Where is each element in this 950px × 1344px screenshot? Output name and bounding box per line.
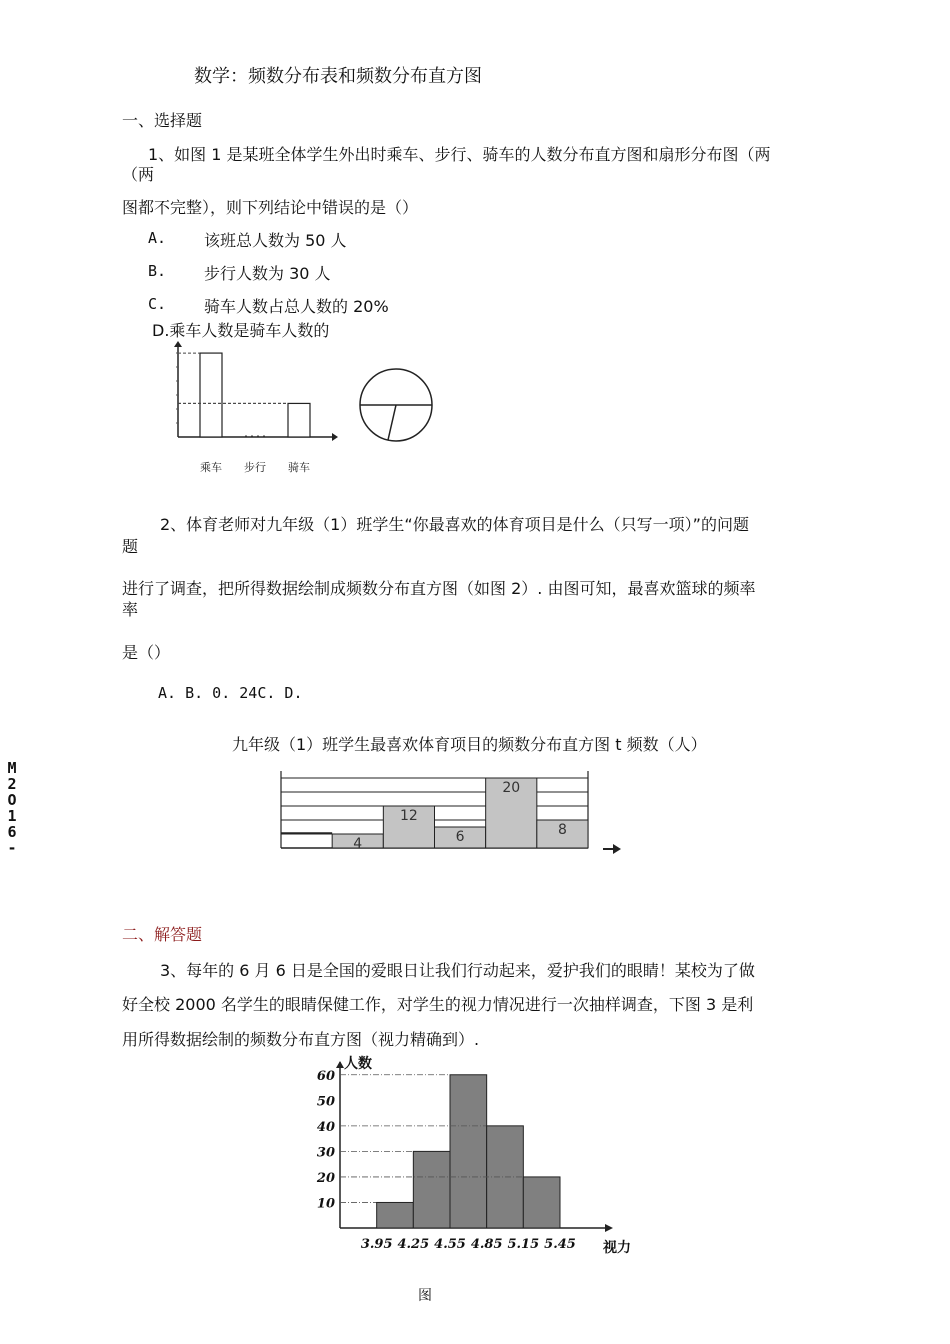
y-axis-arrow bbox=[174, 341, 182, 347]
figure2-histogram bbox=[275, 765, 635, 865]
q2-line-2: 进行了调查，把所得数据绘制成频数分布直方图（如图 2）. 由图可知，最喜欢篮球的频率 bbox=[122, 579, 756, 598]
q1-option-c-label: C. bbox=[148, 295, 167, 313]
bar bbox=[450, 1075, 487, 1228]
q2-line-1: 2、体育老师对九年级（1）班学生“你最喜欢的体育项目是什么（只写一项）”的问题 bbox=[160, 515, 749, 534]
data-label: 4 bbox=[353, 836, 363, 852]
q2-line-1-cont: 题 bbox=[122, 537, 139, 556]
x-tick-label: 步行 bbox=[244, 461, 266, 474]
y-tick-label: 10 bbox=[316, 1196, 335, 1212]
y-tick-label: 40 bbox=[316, 1119, 335, 1135]
q1-line-1-cont: （两 bbox=[122, 165, 155, 184]
data-label: 6 bbox=[455, 829, 465, 845]
x-tick-label: 3.95 bbox=[360, 1237, 393, 1252]
q1-option-b-text: 步行人数为 30 人 bbox=[204, 264, 331, 283]
x-tick-label: 4.25 bbox=[397, 1237, 430, 1252]
q1-line-2: 图都不完整），则下列结论中错误的是（） bbox=[122, 198, 419, 217]
section-heading-2: 二、解答题 bbox=[122, 925, 203, 944]
pie-slice-edge bbox=[388, 405, 396, 440]
figure2-title: 九年级（1）班学生最喜欢体育项目的频数分布直方图 t 频数（人） bbox=[232, 735, 707, 754]
figure1-histogram bbox=[160, 335, 360, 475]
y-tick-label: 20 bbox=[316, 1170, 335, 1186]
x-axis-arrow bbox=[332, 433, 338, 441]
x-axis-arrow bbox=[605, 1224, 613, 1232]
data-label: 8 bbox=[557, 822, 567, 838]
x-tick-label: 5.45 bbox=[544, 1237, 576, 1252]
bar bbox=[377, 1202, 414, 1228]
y-tick-label: 50 bbox=[316, 1094, 335, 1110]
x-tick-label: 4.85 bbox=[470, 1237, 503, 1252]
q1-option-a-label: A. bbox=[148, 229, 167, 247]
data-label: 20 bbox=[502, 780, 521, 796]
q2-line-3: 是（） bbox=[122, 643, 171, 662]
q2-answers: A. B. 0. 24C. D. bbox=[158, 684, 303, 702]
figure1-pie bbox=[355, 365, 445, 455]
data-label: 12 bbox=[400, 808, 418, 824]
y-axis-label: 人数 bbox=[344, 1056, 372, 1072]
x-tick-label: 5.15 bbox=[507, 1237, 540, 1252]
x-tick-label: 4.55 bbox=[434, 1237, 466, 1252]
footer-caption: 图 bbox=[418, 1288, 432, 1304]
x-axis-label: 视力 bbox=[603, 1240, 631, 1256]
q1-option-c-text: 骑车人数占总人数的 20% bbox=[204, 297, 389, 316]
figure3-histogram bbox=[305, 1050, 645, 1260]
q3-line-3: 用所得数据绘制的频数分布直方图（视力精确到）. bbox=[122, 1030, 480, 1049]
bar bbox=[413, 1151, 450, 1228]
bar bbox=[288, 403, 310, 437]
q1-option-b-label: B. bbox=[148, 262, 167, 280]
x-tick-label: 乘车 bbox=[200, 461, 222, 474]
y-tick-label: 30 bbox=[316, 1145, 335, 1161]
bar bbox=[200, 353, 222, 437]
q1-option-a-text: 该班总人数为 50 人 bbox=[204, 231, 347, 250]
x-tick-label: 骑车 bbox=[288, 461, 310, 474]
bar bbox=[523, 1177, 560, 1228]
q3-line-2: 好全校 2000 名学生的眼睛保健工作，对学生的视力情况进行一次抽样调查，下图 3 是利 bbox=[122, 995, 754, 1014]
side-vertical-text: M2O16- bbox=[7, 759, 17, 857]
page-title: 数学：频数分布表和频数分布直方图 bbox=[194, 66, 482, 87]
y-axis-arrow bbox=[336, 1061, 344, 1068]
q1-line-1: 1、如图 1 是某班全体学生外出时乘车、步行、骑车的人数分布直方图和扇形分布图（两 bbox=[148, 145, 771, 164]
section-heading-1: 一、选择题 bbox=[122, 111, 203, 130]
q1-option-d: D.乘车人数是骑车人数的 bbox=[152, 321, 330, 340]
q2-line-2-cont: 率 bbox=[122, 600, 139, 619]
y-tick-label: 60 bbox=[316, 1068, 335, 1084]
x-axis-arrow bbox=[613, 844, 621, 854]
q3-line-1: 3、每年的 6 月 6 日是全国的爱眼日让我们行动起来，爱护我们的眼睛！某校为了做 bbox=[160, 961, 755, 980]
